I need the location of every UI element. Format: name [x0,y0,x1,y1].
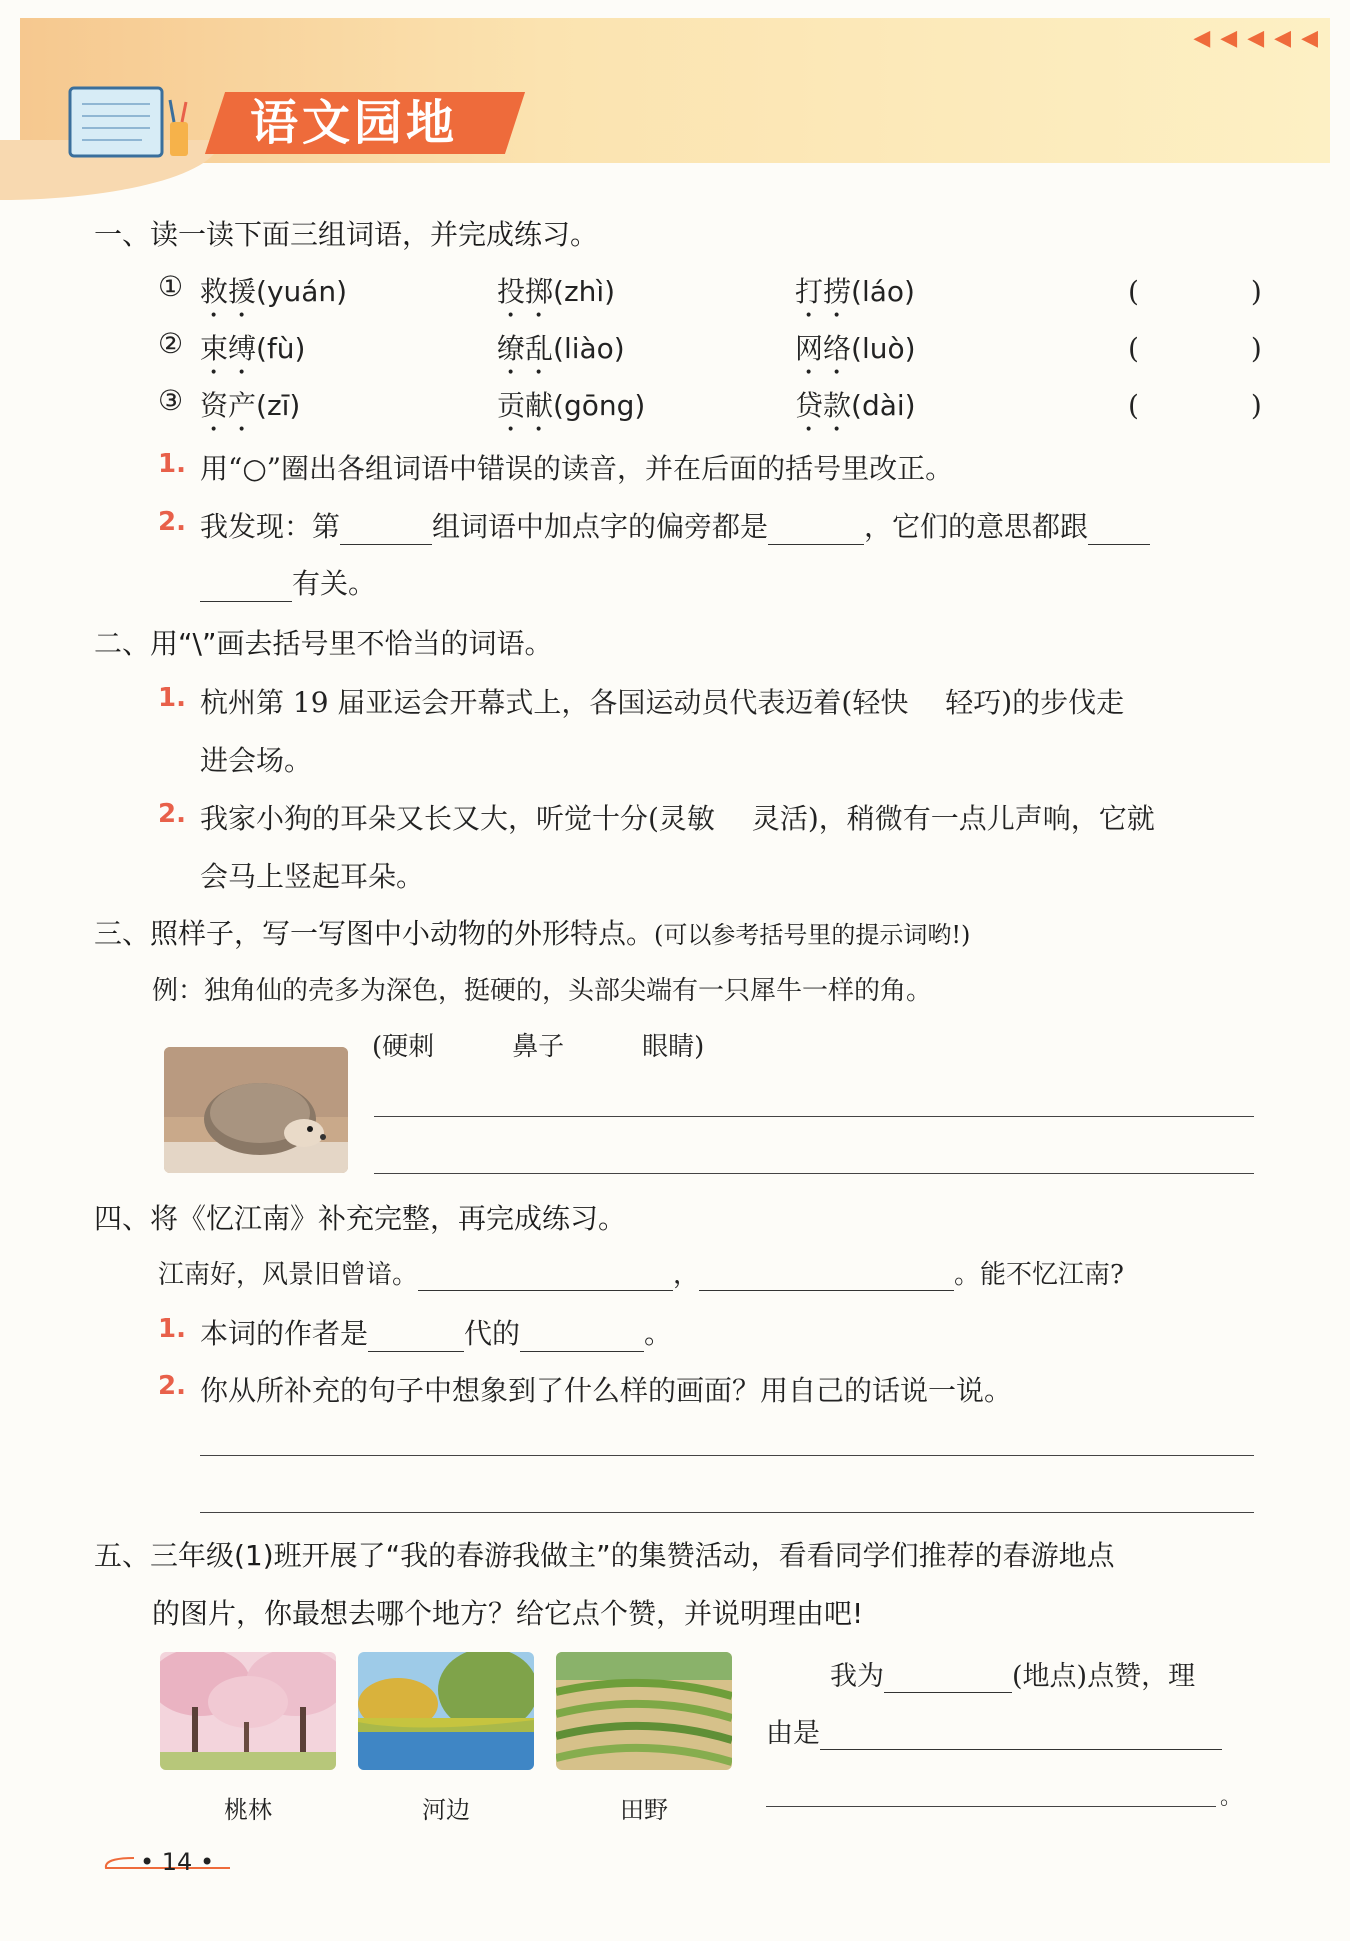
s2-question-2-cont: 会马上竖起耳朵。 [200,860,425,893]
arrow-decoration-icon: ◀◀◀◀◀ [1193,26,1328,51]
fields-photo [556,1652,732,1770]
answer-line[interactable] [374,1173,1254,1174]
s5-write-line-2: 由是 [766,1711,1222,1750]
s3-keywords: (硬刺 鼻子 眼睛) [372,1032,705,1062]
question-number: 2. [158,507,186,537]
hedgehog-photo [164,1047,348,1173]
riverside-photo [358,1652,534,1770]
s4-question-2: 你从所补充的句子中想象到了什么样的画面？用自己的话说一说。 [200,1374,1013,1407]
s1-question-2: 我发现：第 组词语中加点字的偏旁都是 ，它们的意思都跟 [200,505,1150,545]
s3-example: 例：独角仙的壳多为深色，挺硬的，头部尖端有一只犀牛一样的角。 [152,976,933,1006]
row-3-answer-paren[interactable]: ( ) [1128,389,1262,422]
answer-blank[interactable] [820,1719,1222,1750]
s2-question-1-cont: 进会场。 [200,744,313,777]
section-4-heading: 四、将《忆江南》补充完整，再完成练习。 [94,1202,627,1235]
answer-blank[interactable] [418,1260,673,1291]
question-number: 1. [158,1314,186,1344]
end-period: 。 [1220,1785,1243,1810]
question-number: 1. [158,449,186,479]
row-1-word-c: 打捞(láo) [795,275,915,308]
s5-write-line-1: 我为 (地点)点赞，理 [830,1661,1196,1692]
answer-blank[interactable] [884,1662,1012,1693]
row-2-word-b: 缭乱(liào) [497,332,625,365]
photo-caption-river: 河边 [422,1796,470,1824]
answer-line[interactable] [200,1455,1254,1456]
answer-line[interactable] [200,1512,1254,1513]
row-2-number: ② [158,327,184,360]
row-2-answer-paren[interactable]: ( ) [1128,332,1262,365]
question-number: 2. [158,799,186,829]
section-5-heading-cont: 的图片，你最想去哪个地方？给它点个赞，并说明理由吧! [152,1597,864,1630]
row-1-word-a: 救援(yuán) [200,275,348,308]
page-title: 语文园地 [250,95,459,151]
s2-question-1: 杭州第 19 届亚运会开幕式上，各国运动员代表迈着(轻快 轻巧)的步伐走 [200,686,1125,719]
answer-line[interactable] [766,1806,1216,1807]
photo-caption-peach: 桃林 [224,1796,272,1824]
section-5-heading: 五、三年级(1)班开展了“我的春游我做主”的集赞活动，看看同学们推荐的春游地点 [94,1539,1115,1572]
answer-blank[interactable] [200,571,292,602]
answer-blank[interactable] [1088,514,1150,545]
section-3-heading: 三、照样子，写一写图中小动物的外形特点。(可以参考括号里的提示词哟!) [94,917,971,950]
answer-blank[interactable] [699,1260,954,1291]
question-number: 1. [158,683,186,713]
s4-poem: 江南好，风景旧曾谙。 ， 。能不忆江南? [158,1260,1124,1290]
section-1-heading: 一、读一读下面三组词语，并完成练习。 [94,218,599,251]
page-number: • 14 • [140,1848,215,1876]
section-2-heading: 二、用“\”画去括号里不恰当的词语。 [94,627,553,660]
row-1-word-b: 投掷(zhì) [497,275,616,308]
row-3-word-b: 贡献(gōng) [497,389,646,422]
row-3-word-a: 资产(zī) [200,389,301,422]
notebook-icon [62,82,202,164]
s2-question-2: 我家小狗的耳朵又长又大，听觉十分(灵敏 灵活)，稍微有一点儿声响，它就 [200,802,1155,835]
answer-blank[interactable] [768,514,864,545]
answer-blank[interactable] [340,514,432,545]
row-1-answer-paren[interactable]: ( ) [1128,275,1262,308]
s4-question-1: 本词的作者是 代的 。 [200,1317,673,1350]
s1-question-1: 用“○”圈出各组词语中错误的读音，并在后面的括号里改正。 [200,452,954,485]
s1-question-2-cont: 有关。 [200,562,376,602]
question-number: 2. [158,1371,186,1401]
photo-caption-fields: 田野 [620,1796,668,1824]
answer-line[interactable] [374,1116,1254,1117]
row-2-word-a: 束缚(fù) [200,332,306,365]
peach-grove-photo [160,1652,336,1770]
row-3-word-c: 贷款(dài) [795,389,916,422]
row-1-number: ① [158,270,184,303]
row-2-word-c: 网络(luò) [795,332,916,365]
answer-blank[interactable] [520,1321,644,1352]
answer-blank[interactable] [368,1321,464,1352]
row-3-number: ③ [158,384,184,417]
